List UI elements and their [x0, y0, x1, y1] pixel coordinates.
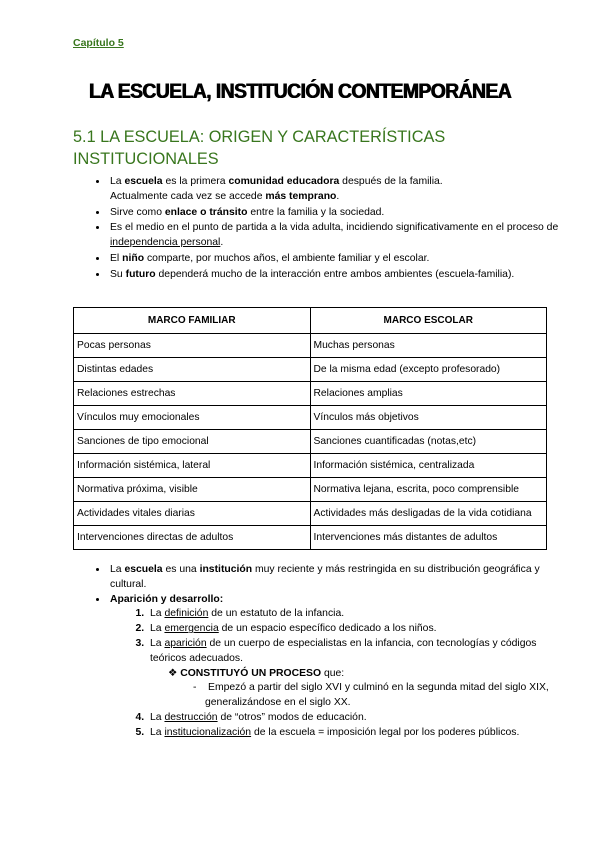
list-item: • Es el medio en el punto de partida a la vida adulta, incidiendo significativamente en el proceso de independencia personal. [108, 220, 568, 251]
process-note: ❖ CONSTITUYÓ UN PROCESO que: [168, 667, 345, 679]
diamond-icon: ❖ [168, 667, 181, 679]
table-row [74, 358, 547, 382]
cell-family: Pocas personas [74, 334, 311, 358]
cell-school: Intervenciones más distantes de adultos [310, 526, 547, 550]
numbered-item: 4. La destrucción de “otros” modos de educación. [147, 711, 568, 726]
intro-bullet-list [73, 174, 568, 283]
numbered-item: 5. La institucionalización de la escuela = imposición legal por los poderes públicos. [147, 726, 568, 741]
development-bullet-list [73, 563, 568, 741]
header-school: MARCO ESCOLAR [310, 308, 547, 334]
numbered-item: 2. La emergencia de un espacio específico dedicado a los niños. [147, 622, 568, 637]
numbered-item: 3. La aparición de un cuerpo de especialistas en la infancia, con tecnologías y códigos teóricos adecuados. ❖ CONSTITUYÓ UN PROCESO que: - Empezó a partir del siglo XVI y culminó en la segunda mitad del siglo XIX, generalizándose en el siglo XX. [147, 637, 568, 711]
cell-school: Muchas personas [310, 334, 547, 358]
comparison-table [73, 307, 547, 550]
section-title: 5.1 LA ESCUELA: ORIGEN Y CARACTERÍSTICAS INSTITUCIONALES [73, 128, 446, 168]
table-header-row [74, 308, 547, 334]
list-item: • Aparición y desarrollo: 1. La definición de un estatuto de la infancia. 2. La emergencia de un espacio específico dedicado a los niños. 3. La aparición de un cuerpo de especialistas en la infancia, con tecnologías y códigos teóricos adecuados. ❖ CONSTITUYÓ UN PROCESO que: - Empezó a partir del siglo XVI y culminó en la segunda mitad del siglo XIX, generalizándose en el siglo XX. 4. La destrucción de “otros” modos de educación. 5. La institucionalización de la escuela = imposición legal por los poderes públicos. [108, 593, 568, 741]
cell-school: Sanciones cuantificadas (notas,etc) [310, 430, 547, 454]
cell-family: Actividades vitales diarias [74, 502, 311, 526]
development-numbered-list [110, 607, 568, 740]
cell-family: Intervenciones directas de adultos [74, 526, 311, 550]
cell-school: Vínculos más objetivos [310, 406, 547, 430]
table-row [74, 454, 547, 478]
dash-icon: - [193, 682, 209, 694]
table-row [74, 382, 547, 406]
numbered-item: 1. La definición de un estatuto de la infancia. [147, 607, 568, 622]
table-row [74, 502, 547, 526]
cell-school: Actividades más desligadas de la vida cotidiana [310, 502, 547, 526]
cell-family: Normativa próxima, visible [74, 478, 311, 502]
list-item: • El niño comparte, por muchos años, el ambiente familiar y el escolar. [108, 251, 568, 267]
main-title: LA ESCUELA, INSTITUCIÓN CONTEMPORÁNEA [88, 80, 512, 103]
cell-school: Relaciones amplias [310, 382, 547, 406]
cell-family: Relaciones estrechas [74, 382, 311, 406]
cell-school: Información sistémica, centralizada [310, 454, 547, 478]
table-row [74, 526, 547, 550]
table-row [74, 406, 547, 430]
cell-family: Sanciones de tipo emocional [74, 430, 311, 454]
cell-family: Distintas edades [74, 358, 311, 382]
cell-school: Normativa lejana, escrita, poco comprensible [310, 478, 547, 502]
list-item: • La escuela es una institución muy reciente y más restringida en su distribución geográfica y cultural. [108, 563, 568, 593]
header-family: MARCO FAMILIAR [74, 308, 311, 334]
table-row [74, 478, 547, 502]
list-item: • La escuela es la primera comunidad educadora después de la familia. Actualmente cada vez se accede más temprano. [108, 174, 568, 205]
cell-family: Información sistémica, lateral [74, 454, 311, 478]
table-row [74, 334, 547, 358]
cell-family: Vínculos muy emocionales [74, 406, 311, 430]
table-row [74, 430, 547, 454]
list-item: • Su futuro dependerá mucho de la interacción entre ambos ambientes (escuela-familia). [108, 267, 568, 283]
process-detail: - Empezó a partir del siglo XVI y culminó en la segunda mitad del siglo XIX, generalizándose en el siglo XX. [193, 682, 549, 709]
list-item: • Sirve como enlace o tránsito entre la familia y la sociedad. [108, 205, 568, 221]
cell-school: De la misma edad (excepto profesorado) [310, 358, 547, 382]
chapter-label: Capítulo 5 [73, 37, 124, 49]
